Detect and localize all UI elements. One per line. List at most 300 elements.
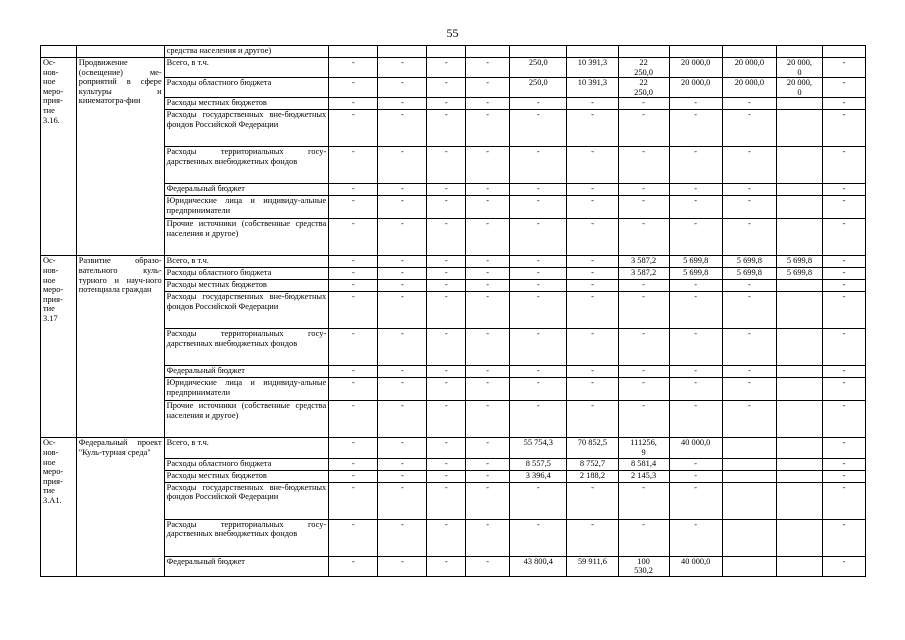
value-cell: - [329, 519, 378, 556]
event-name-cell: Федеральный проект "Куль-турная среда" [76, 438, 164, 576]
value-cell: - [466, 98, 510, 110]
source-cell: Расходы государственных вне-бюджетных фондов Российской Федерации [164, 110, 329, 147]
value-cell: - [510, 280, 567, 292]
value-cell: - [329, 401, 378, 438]
value-cell: - [329, 196, 378, 219]
value-cell: 20 000, 0 [776, 58, 822, 78]
value-cell: - [822, 58, 865, 78]
value-cell: 43 800,4 [510, 556, 567, 576]
value-cell: 59 911,6 [567, 556, 618, 576]
source-cell: Расходы государственных вне-бюджетных фондов Российской Федерации [164, 482, 329, 519]
value-cell: - [822, 98, 865, 110]
value-cell: - [567, 378, 618, 401]
value-cell: 22 250,0 [618, 78, 669, 98]
value-cell: - [329, 219, 378, 256]
value-cell: - [722, 147, 776, 184]
value-cell: - [567, 147, 618, 184]
value-cell [722, 556, 776, 576]
table-row [41, 519, 866, 556]
value-cell: - [822, 482, 865, 519]
value-cell: 20 000, 0 [776, 78, 822, 98]
table-row [41, 58, 866, 78]
value-cell: 20 000,0 [669, 78, 722, 98]
value-cell: - [466, 292, 510, 329]
value-cell: - [427, 196, 466, 219]
value-cell [669, 46, 722, 58]
value-cell [776, 401, 822, 438]
value-cell: - [466, 58, 510, 78]
value-cell: - [618, 280, 669, 292]
value-cell: 20 000,0 [722, 78, 776, 98]
value-cell: - [427, 58, 466, 78]
value-cell [722, 46, 776, 58]
value-cell: - [669, 366, 722, 378]
value-cell: - [722, 329, 776, 366]
value-cell [722, 519, 776, 556]
value-cell: - [669, 329, 722, 366]
value-cell: 3 587,2 [618, 256, 669, 268]
table-row [41, 470, 866, 482]
value-cell: - [329, 556, 378, 576]
value-cell: 100 530,2 [618, 556, 669, 576]
value-cell: - [329, 256, 378, 268]
value-cell [618, 46, 669, 58]
value-cell: - [567, 268, 618, 280]
value-cell: - [822, 378, 865, 401]
value-cell: - [618, 110, 669, 147]
value-cell: 5 699,8 [669, 256, 722, 268]
value-cell: - [618, 519, 669, 556]
source-cell: Расходы государственных вне-бюджетных фондов Российской Федерации [164, 292, 329, 329]
source-cell: Федеральный бюджет [164, 556, 329, 576]
source-cell: средства населения и другое) [164, 46, 329, 58]
value-cell [776, 482, 822, 519]
value-cell: - [822, 147, 865, 184]
value-cell: - [567, 196, 618, 219]
source-cell: Расходы областного бюджета [164, 78, 329, 98]
table-row [41, 196, 866, 219]
table-row [41, 184, 866, 196]
value-cell: - [822, 256, 865, 268]
value-cell: - [466, 256, 510, 268]
value-cell: - [722, 219, 776, 256]
value-cell: 250,0 [510, 58, 567, 78]
source-cell: Расходы областного бюджета [164, 268, 329, 280]
value-cell [776, 147, 822, 184]
event-cell [41, 46, 77, 58]
value-cell: - [669, 482, 722, 519]
value-cell: 5 699,8 [722, 268, 776, 280]
value-cell: - [329, 58, 378, 78]
source-cell: Всего, в т.ч. [164, 256, 329, 268]
value-cell: - [378, 280, 427, 292]
value-cell: - [669, 292, 722, 329]
value-cell: - [618, 292, 669, 329]
value-cell: - [378, 256, 427, 268]
value-cell: - [822, 401, 865, 438]
table-row [41, 378, 866, 401]
value-cell: - [378, 438, 427, 458]
source-cell: Прочие источники (собственные средства населения и другое) [164, 219, 329, 256]
value-cell: - [567, 519, 618, 556]
value-cell: - [466, 470, 510, 482]
value-cell: - [378, 366, 427, 378]
value-cell: - [510, 184, 567, 196]
value-cell: - [427, 470, 466, 482]
value-cell [776, 110, 822, 147]
table-row [41, 458, 866, 470]
value-cell: - [822, 519, 865, 556]
value-cell: - [329, 292, 378, 329]
source-cell: Прочие источники (собственные средства населения и другое) [164, 401, 329, 438]
value-cell: - [427, 329, 466, 366]
event-name-cell: Продвижение (освещение) ме-роприятий в сфере культуры и кинематогра-фии [76, 58, 164, 256]
value-cell: - [427, 378, 466, 401]
value-cell: - [378, 268, 427, 280]
value-cell: - [510, 256, 567, 268]
table-row [41, 438, 866, 458]
value-cell: 8 557,5 [510, 458, 567, 470]
value-cell: - [329, 366, 378, 378]
value-cell: - [567, 329, 618, 366]
source-cell: Всего, в т.ч. [164, 58, 329, 78]
value-cell: - [722, 401, 776, 438]
value-cell: - [567, 401, 618, 438]
value-cell: 70 852,5 [567, 438, 618, 458]
value-cell [776, 292, 822, 329]
value-cell: - [510, 329, 567, 366]
value-cell: - [822, 196, 865, 219]
value-cell [722, 482, 776, 519]
value-cell [776, 219, 822, 256]
value-cell: - [466, 556, 510, 576]
value-cell: - [466, 366, 510, 378]
value-cell: - [669, 458, 722, 470]
source-cell: Расходы местных бюджетов [164, 280, 329, 292]
value-cell: - [378, 329, 427, 366]
value-cell: 2 188,2 [567, 470, 618, 482]
value-cell [510, 46, 567, 58]
value-cell [776, 184, 822, 196]
value-cell: - [427, 366, 466, 378]
budget-table [40, 45, 866, 577]
value-cell: - [618, 219, 669, 256]
value-cell: 5 699,8 [722, 256, 776, 268]
table-row [41, 268, 866, 280]
value-cell: - [329, 78, 378, 98]
value-cell: - [329, 147, 378, 184]
value-cell [776, 329, 822, 366]
value-cell: - [378, 78, 427, 98]
value-cell: - [618, 196, 669, 219]
value-cell: - [822, 470, 865, 482]
value-cell: - [329, 378, 378, 401]
value-cell [776, 470, 822, 482]
value-cell: - [466, 268, 510, 280]
event-code-cell: Ос- нов- ное меро- прия- тие 3.17 [41, 256, 77, 438]
table-row [41, 46, 866, 58]
value-cell: - [822, 184, 865, 196]
value-cell [822, 46, 865, 58]
value-cell: 10 391,3 [567, 58, 618, 78]
value-cell: - [669, 98, 722, 110]
value-cell: - [567, 366, 618, 378]
value-cell: - [378, 58, 427, 78]
source-cell: Юридические лица и индивиду-альные предприниматели [164, 196, 329, 219]
value-cell: - [378, 482, 427, 519]
value-cell: - [329, 329, 378, 366]
value-cell: 3 396,4 [510, 470, 567, 482]
value-cell: - [427, 482, 466, 519]
value-cell: - [427, 292, 466, 329]
value-cell: - [510, 219, 567, 256]
table-row [41, 482, 866, 519]
value-cell: - [510, 482, 567, 519]
value-cell [329, 46, 378, 58]
value-cell: - [427, 110, 466, 147]
value-cell: 5 699,8 [669, 268, 722, 280]
value-cell: - [378, 556, 427, 576]
value-cell: - [378, 458, 427, 470]
value-cell [776, 46, 822, 58]
value-cell: - [722, 98, 776, 110]
event-code-cell: Ос- нов- ное меро- прия- тие 3.16. [41, 58, 77, 256]
value-cell: - [427, 401, 466, 438]
value-cell: - [378, 401, 427, 438]
value-cell [776, 458, 822, 470]
value-cell: - [822, 292, 865, 329]
event-code-cell: Ос- нов- ное меро- прия- тие 3.А1. [41, 438, 77, 576]
value-cell: 40 000,0 [669, 556, 722, 576]
value-cell: - [427, 519, 466, 556]
table-row [41, 292, 866, 329]
value-cell: - [510, 366, 567, 378]
source-cell: Расходы территориальных госу-дарственных внебюджетных фондов [164, 519, 329, 556]
table-row [41, 280, 866, 292]
value-cell: - [722, 110, 776, 147]
value-cell: - [669, 196, 722, 219]
value-cell: - [510, 196, 567, 219]
value-cell: - [427, 78, 466, 98]
value-cell: - [618, 378, 669, 401]
source-cell: Расходы областного бюджета [164, 458, 329, 470]
source-cell: Расходы территориальных госу-дарственных внебюджетных фондов [164, 329, 329, 366]
value-cell: - [567, 292, 618, 329]
value-cell [776, 378, 822, 401]
source-cell: Расходы местных бюджетов [164, 470, 329, 482]
value-cell: - [510, 147, 567, 184]
value-cell: - [378, 519, 427, 556]
value-cell: - [378, 292, 427, 329]
value-cell: - [822, 268, 865, 280]
table-row [41, 98, 866, 110]
value-cell [567, 46, 618, 58]
value-cell [776, 556, 822, 576]
value-cell: - [722, 184, 776, 196]
value-cell: - [669, 147, 722, 184]
value-cell: - [822, 458, 865, 470]
value-cell: - [427, 556, 466, 576]
value-cell: - [329, 110, 378, 147]
value-cell: - [466, 329, 510, 366]
value-cell: - [466, 458, 510, 470]
value-cell: - [466, 196, 510, 219]
value-cell: - [427, 438, 466, 458]
value-cell [378, 46, 427, 58]
value-cell [776, 438, 822, 458]
value-cell: - [510, 401, 567, 438]
value-cell: 8 752,7 [567, 458, 618, 470]
value-cell: - [427, 184, 466, 196]
value-cell: - [510, 110, 567, 147]
source-cell: Всего, в т.ч. [164, 438, 329, 458]
value-cell: - [618, 482, 669, 519]
value-cell [776, 196, 822, 219]
source-cell: Расходы территориальных госу-дарственных внебюджетных фондов [164, 147, 329, 184]
value-cell: - [510, 268, 567, 280]
value-cell: - [378, 110, 427, 147]
value-cell: - [378, 470, 427, 482]
value-cell: 8 581,4 [618, 458, 669, 470]
value-cell: - [618, 366, 669, 378]
value-cell [722, 458, 776, 470]
value-cell: - [427, 98, 466, 110]
value-cell: - [822, 556, 865, 576]
value-cell: - [567, 482, 618, 519]
value-cell: - [669, 110, 722, 147]
value-cell: 250,0 [510, 78, 567, 98]
value-cell: - [378, 184, 427, 196]
value-cell: 40 000,0 [669, 438, 722, 458]
value-cell: - [466, 219, 510, 256]
value-cell: - [722, 292, 776, 329]
value-cell: - [567, 219, 618, 256]
value-cell: - [427, 219, 466, 256]
table-row [41, 78, 866, 98]
value-cell: - [466, 78, 510, 98]
value-cell: - [722, 196, 776, 219]
table-row [41, 401, 866, 438]
value-cell [776, 366, 822, 378]
value-cell: - [466, 438, 510, 458]
value-cell: - [427, 147, 466, 184]
value-cell: - [822, 110, 865, 147]
table-row [41, 329, 866, 366]
value-cell: - [669, 401, 722, 438]
value-cell: - [466, 378, 510, 401]
value-cell: - [618, 98, 669, 110]
value-cell: 55 754,3 [510, 438, 567, 458]
source-cell: Федеральный бюджет [164, 366, 329, 378]
table-row [41, 147, 866, 184]
value-cell: 22 250,0 [618, 58, 669, 78]
value-cell [722, 438, 776, 458]
table-row [41, 110, 866, 147]
value-cell: - [329, 438, 378, 458]
value-cell: - [822, 280, 865, 292]
value-cell: - [567, 98, 618, 110]
value-cell: - [510, 378, 567, 401]
value-cell [776, 98, 822, 110]
value-cell: - [567, 184, 618, 196]
value-cell: - [822, 219, 865, 256]
value-cell: - [378, 147, 427, 184]
value-cell: - [329, 98, 378, 110]
value-cell: - [669, 219, 722, 256]
value-cell: - [669, 184, 722, 196]
value-cell: - [567, 280, 618, 292]
source-cell: Юридические лица и индивиду-альные предприниматели [164, 378, 329, 401]
value-cell: - [669, 280, 722, 292]
value-cell: - [567, 110, 618, 147]
value-cell: - [822, 329, 865, 366]
value-cell: - [722, 280, 776, 292]
value-cell: - [427, 256, 466, 268]
value-cell: - [722, 366, 776, 378]
event-name-cell: Развитие образо-вательного куль-турного и науч-ного потенциала граждан [76, 256, 164, 438]
source-cell: Расходы местных бюджетов [164, 98, 329, 110]
value-cell: - [466, 184, 510, 196]
value-cell: - [822, 366, 865, 378]
value-cell: - [618, 147, 669, 184]
value-cell: 10 391,3 [567, 78, 618, 98]
table-row [41, 556, 866, 576]
table-row [41, 366, 866, 378]
value-cell: - [378, 378, 427, 401]
value-cell [776, 280, 822, 292]
value-cell: 3 587,2 [618, 268, 669, 280]
value-cell: - [618, 184, 669, 196]
value-cell: - [669, 519, 722, 556]
value-cell: - [669, 470, 722, 482]
value-cell: - [466, 401, 510, 438]
value-cell: - [669, 378, 722, 401]
table-row [41, 219, 866, 256]
value-cell: 20 000,0 [722, 58, 776, 78]
table-row [41, 256, 866, 268]
page-number: 55 [446, 26, 459, 40]
value-cell [722, 470, 776, 482]
value-cell: - [329, 482, 378, 519]
value-cell: - [722, 378, 776, 401]
value-cell: - [378, 219, 427, 256]
value-cell: - [427, 268, 466, 280]
value-cell: - [427, 458, 466, 470]
value-cell: - [466, 110, 510, 147]
value-cell: - [510, 98, 567, 110]
value-cell: - [329, 458, 378, 470]
value-cell [466, 46, 510, 58]
value-cell: - [329, 268, 378, 280]
value-cell: - [822, 438, 865, 458]
value-cell: 20 000,0 [669, 58, 722, 78]
value-cell: - [510, 292, 567, 329]
value-cell: - [378, 98, 427, 110]
value-cell: - [466, 147, 510, 184]
value-cell: - [329, 470, 378, 482]
value-cell: - [567, 256, 618, 268]
value-cell: - [466, 519, 510, 556]
value-cell: - [618, 329, 669, 366]
value-cell: - [329, 280, 378, 292]
value-cell: - [466, 280, 510, 292]
value-cell: 5 699,8 [776, 256, 822, 268]
event-name-cell [76, 46, 164, 58]
value-cell: - [618, 401, 669, 438]
value-cell: - [329, 184, 378, 196]
value-cell: - [510, 519, 567, 556]
source-cell: Федеральный бюджет [164, 184, 329, 196]
